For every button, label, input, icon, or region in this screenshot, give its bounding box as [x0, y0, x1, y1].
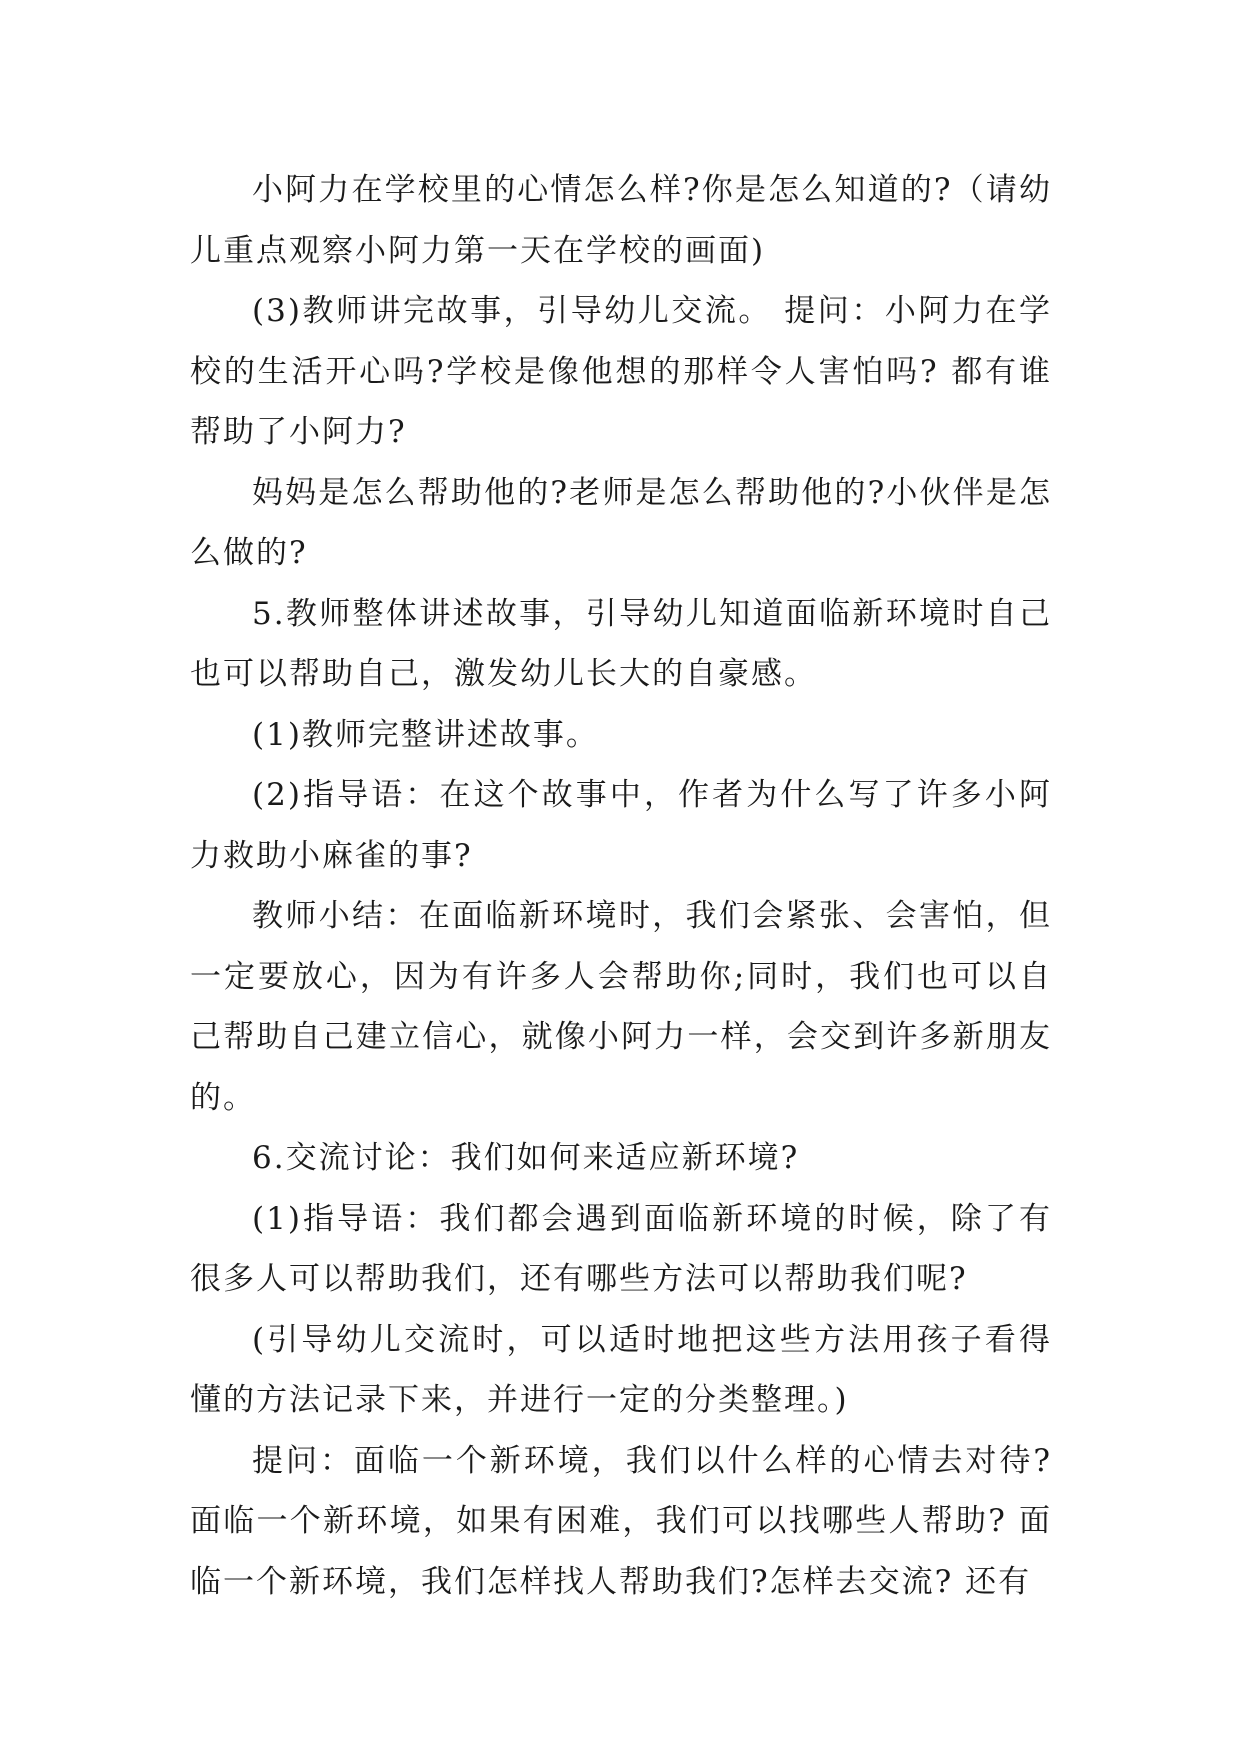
paragraph-3: 妈妈是怎么帮助他的?老师是怎么帮助他的?小伙伴是怎么做的?: [190, 474, 1052, 571]
paragraph-4: 5.教师整体讲述故事，引导幼儿知道面临新环境时自己也可以帮助自己，激发幼儿长大的自豪感。: [190, 595, 1052, 692]
paragraph-7: 教师小结：在面临新环境时，我们会紧张、会害怕，但一定要放心，因为有许多人会帮助你;同时，我们也可以自己帮助自己建立信心，就像小阿力一样，会交到许多新朋友的。: [190, 898, 1052, 1116]
paragraph-6: (2)指导语：在这个故事中，作者为什么写了许多小阿力救助小麻雀的事?: [190, 777, 1052, 874]
paragraph-9: (1)指导语：我们都会遇到面临新环境的时候，除了有很多人可以帮助我们，还有哪些方法可以帮助我们呢?: [190, 1200, 1052, 1297]
paragraph-2: (3)教师讲完故事，引导幼儿交流。 提问：小阿力在学校的生活开心吗?学校是像他想的那样令人害怕吗? 都有谁帮助了小阿力?: [190, 293, 1052, 450]
paragraph-5: (1)教师完整讲述故事。: [252, 716, 599, 753]
body-text: [190, 160, 1052, 1612]
paragraph-1: 小阿力在学校里的心情怎么样?你是怎么知道的?（请幼儿重点观察小阿力第一天在学校的画面): [190, 172, 1052, 269]
paragraph-11: 提问：面临一个新环境，我们以什么样的心情去对待?面临一个新环境，如果有困难，我们可以找哪些人帮助? 面临一个新环境，我们怎样找人帮助我们?怎样去交流? 还有: [190, 1442, 1052, 1600]
paragraph-10: (引导幼儿交流时，可以适时地把这些方法用孩子看得懂的方法记录下来，并进行一定的分类整理。): [190, 1321, 1052, 1418]
paragraph-8: 6.交流讨论：我们如何来适应新环境?: [252, 1140, 800, 1176]
